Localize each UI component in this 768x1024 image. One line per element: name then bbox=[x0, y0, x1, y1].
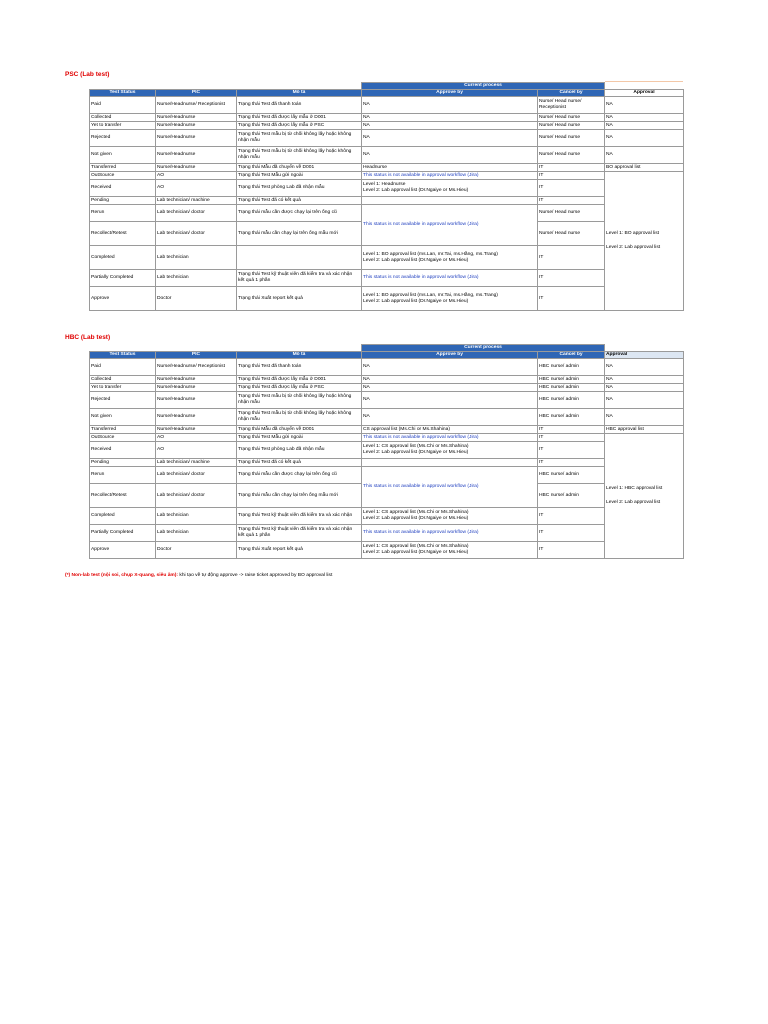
pic-cell: Lab technician bbox=[156, 270, 237, 287]
approve-cell bbox=[362, 459, 538, 467]
cancel-cell: Nurse/ Head nurse bbox=[538, 114, 605, 122]
pic-cell: AO bbox=[156, 180, 237, 197]
col-mo-ta: Mô tả bbox=[237, 90, 362, 97]
approve-cell: CS approval list (Ms.Chi or Ms.Shahina) bbox=[362, 426, 538, 434]
cancel-cell: HBC nurse/ admin bbox=[538, 384, 605, 392]
table-row bbox=[90, 97, 684, 114]
cancel-cell: Nurse/ Head nurse/ Receptionist bbox=[538, 97, 605, 114]
status-cell: Partially Completed bbox=[90, 270, 156, 287]
approve-level-1: Level 1: Headnurse bbox=[363, 182, 406, 188]
cancel-cell: HBC nurse/ admin bbox=[538, 484, 605, 508]
pic-cell: Lab technician/ doctor bbox=[156, 222, 237, 246]
table-row bbox=[90, 114, 684, 122]
desc-cell: Trạng thái Test đã có kết quả bbox=[237, 459, 362, 467]
pic-cell: Lab technician bbox=[156, 525, 237, 542]
pic-cell: Nurse/Headnurse/ Receptionist bbox=[156, 97, 237, 114]
desc-cell: Trạng thái Test Mẫu gửi ngoài bbox=[237, 434, 362, 442]
pic-cell: Lab technician bbox=[156, 246, 237, 270]
cancel-cell: IT bbox=[538, 442, 605, 459]
col-pic: PIC bbox=[156, 352, 237, 359]
desc-cell: Trạng thái mẫu cần chạy lại trên ống mẫu mới bbox=[237, 484, 362, 508]
table-row bbox=[90, 409, 684, 426]
cancel-cell: HBC nurse/ admin bbox=[538, 409, 605, 426]
approval-cell: NA bbox=[605, 384, 684, 392]
table-row bbox=[90, 442, 684, 459]
cancel-cell: IT bbox=[538, 246, 605, 270]
status-cell: Received bbox=[90, 180, 156, 197]
desc-cell: Trạng thái mẫu cần được chạy lại trên ống cũ bbox=[237, 467, 362, 484]
pic-cell: Lab technician bbox=[156, 508, 237, 525]
table-row bbox=[90, 525, 684, 542]
col-approve-by: Approve by bbox=[362, 352, 538, 359]
status-cell: Not given bbox=[90, 147, 156, 164]
table-row bbox=[90, 359, 684, 376]
col-cancel-by: Cancel by bbox=[538, 352, 605, 359]
cancel-cell: IT bbox=[538, 542, 605, 559]
approval-cell: NA bbox=[605, 97, 684, 114]
desc-cell bbox=[237, 246, 362, 270]
approval-merged-cell bbox=[605, 434, 684, 559]
hbc-table-wrapper bbox=[89, 344, 683, 559]
footnote-text: khi tạo về tự động approve -> raise ticket approved by BO approval list bbox=[178, 573, 333, 578]
desc-cell: Trạng thái Test đã được lấy mẫu ở PSC bbox=[237, 122, 362, 130]
approval-level-1: Level 1: BO approval list bbox=[606, 231, 660, 237]
pic-cell: Lab technician/ machine bbox=[156, 197, 237, 205]
desc-cell: Trạng thái Test đã thanh toán bbox=[237, 359, 362, 376]
desc-cell: Trạng thái Test đã được lấy mẫu ở D001 bbox=[237, 376, 362, 384]
cancel-cell: Nurse/ Head nurse bbox=[538, 147, 605, 164]
approve-cell: This status is not available in approval workflow (Jira) bbox=[362, 467, 538, 508]
desc-cell: Trạng thái Test đã thanh toán bbox=[237, 97, 362, 114]
col-approval: Approval bbox=[605, 352, 684, 359]
status-cell: Transferred bbox=[90, 426, 156, 434]
col-approval: Approval bbox=[605, 90, 684, 97]
table-row bbox=[90, 122, 684, 130]
status-cell: Recollect/Retest bbox=[90, 484, 156, 508]
col-approve-by: Approve by bbox=[362, 90, 538, 97]
approve-level-1: Level 1: CS approval list (Ms.Chi or Ms.Shahina) bbox=[363, 444, 469, 450]
desc-cell: Trạng thái Test phòng Lab đã nhận mẫu bbox=[237, 180, 362, 197]
cancel-cell: HBC nurse/ admin bbox=[538, 376, 605, 384]
pic-cell: Doctor bbox=[156, 287, 237, 311]
status-cell: Not given bbox=[90, 409, 156, 426]
status-cell: Rerun bbox=[90, 205, 156, 222]
desc-cell: Trạng thái mẫu cần được chạy lại trên ống cũ bbox=[237, 205, 362, 222]
approval-cell: HBC approval list bbox=[605, 426, 684, 434]
cancel-cell: Nurse/ Head nurse bbox=[538, 205, 605, 222]
table-row bbox=[90, 172, 684, 180]
pic-cell: Doctor bbox=[156, 542, 237, 559]
cancel-cell: IT bbox=[538, 287, 605, 311]
status-cell: Paid bbox=[90, 359, 156, 376]
cancel-cell: IT bbox=[538, 164, 605, 172]
table-row bbox=[90, 246, 684, 270]
approval-cell: NA bbox=[605, 147, 684, 164]
desc-cell: Trạng thái Test đã có kết quả bbox=[237, 197, 362, 205]
hbc-section-title: HBC (Lab test) bbox=[65, 334, 111, 341]
pic-cell: Nurse/Headnurse bbox=[156, 392, 237, 409]
status-cell: OutSource bbox=[90, 172, 156, 180]
table-row bbox=[90, 205, 684, 222]
header-spacer bbox=[90, 83, 362, 90]
status-cell: Partially Completed bbox=[90, 525, 156, 542]
status-cell: Completed bbox=[90, 508, 156, 525]
approve-level-1: Level 1: BO approval list (ms.Lan, mr.Tai, ms.Hằng, ms.Trang) bbox=[363, 251, 498, 257]
approve-level-2: Level 2: Lab approval list (Dr.Ngaiye or Ms.Hieu) bbox=[363, 298, 469, 304]
approve-cell: NA bbox=[362, 409, 538, 426]
footnote bbox=[65, 573, 332, 578]
desc-cell: Trạng thái Xuất report kết quả bbox=[237, 287, 362, 311]
pic-cell: Nurse/Headnurse bbox=[156, 164, 237, 172]
cancel-cell: IT bbox=[538, 180, 605, 197]
status-cell: Rerun bbox=[90, 467, 156, 484]
approve-level-2: Level 2: Lab approval list (Dr.Ngaiye or Ms.Hieu) bbox=[363, 188, 469, 193]
cancel-cell: IT bbox=[538, 270, 605, 287]
approve-level-1: Level 1: CS approval list (Ms.Chi or Ms.Shahina) bbox=[363, 544, 469, 550]
approval-level-2: Level 2: Lab approval list bbox=[606, 500, 661, 505]
pic-cell: AO bbox=[156, 172, 237, 180]
col-test-status: Test Status bbox=[90, 352, 156, 359]
pic-cell: Nurse/Headnurse bbox=[156, 122, 237, 130]
pic-cell: Lab technician/ doctor bbox=[156, 467, 237, 484]
approve-cell bbox=[362, 508, 538, 525]
table-row bbox=[90, 392, 684, 409]
col-cancel-by: Cancel by bbox=[538, 90, 605, 97]
approval-cell: BO approval list bbox=[605, 164, 684, 172]
table-row bbox=[90, 180, 684, 197]
status-cell: Pending bbox=[90, 459, 156, 467]
status-cell: Transferred bbox=[90, 164, 156, 172]
pic-cell: AO bbox=[156, 442, 237, 459]
table-row bbox=[90, 376, 684, 384]
desc-cell: Trạng thái Test kỹ thuật viên đã kiểm tra và xác nhận bbox=[237, 508, 362, 525]
approve-level-2: Level 2: Lab approval list (Dr.Ngaiye or Ms.Hieu) bbox=[363, 550, 469, 555]
approve-level-1: Level 1: BO approval list (ms.Lan, mr.Tai, ms.Hằng, ms.Trang) bbox=[363, 292, 498, 298]
approve-cell: This status is not available in approval workflow (Jira) bbox=[362, 270, 538, 287]
pic-cell: AO bbox=[156, 434, 237, 442]
table-row bbox=[90, 197, 684, 205]
cancel-cell: IT bbox=[538, 508, 605, 525]
current-process-header: Current process bbox=[362, 83, 605, 90]
cancel-cell: IT bbox=[538, 459, 605, 467]
pic-cell: Nurse/Headnurse bbox=[156, 409, 237, 426]
footnote-highlight: (*) Non-lab test (nội soi, chụp X-quang, siêu âm): bbox=[65, 573, 179, 578]
approval-merged-cell bbox=[605, 172, 684, 311]
table-row bbox=[90, 508, 684, 525]
desc-cell: Trạng thái Test phòng Lab đã nhận mẫu bbox=[237, 442, 362, 459]
approve-level-2: Level 2: Lab approval list (Dr.Ngaiye or Ms.Hieu) bbox=[363, 257, 469, 263]
approve-cell: NA bbox=[362, 359, 538, 376]
status-cell: Yet to transfer bbox=[90, 384, 156, 392]
status-cell: Yet to transfer bbox=[90, 122, 156, 130]
cancel-cell: HBC nurse/ admin bbox=[538, 359, 605, 376]
approve-cell bbox=[362, 287, 538, 311]
header-spacer bbox=[605, 345, 684, 352]
desc-cell: Trạng thái Test mẫu bị từ chối không lấy hoặc không nhận mẫu bbox=[237, 409, 362, 426]
psc-table-wrapper bbox=[89, 82, 683, 311]
col-pic: PIC bbox=[156, 90, 237, 97]
cancel-cell: Nurse/ Head nurse bbox=[538, 130, 605, 147]
approve-cell: NA bbox=[362, 122, 538, 130]
status-cell: Pending bbox=[90, 197, 156, 205]
status-cell: Approve bbox=[90, 287, 156, 311]
current-process-header: Current process bbox=[362, 345, 605, 352]
approve-cell: This status is not available in approval workflow (Jira) bbox=[362, 434, 538, 442]
desc-cell: Trạng thái Test kỹ thuật viên đã kiểm tra và xác nhận kết quả 1 phần bbox=[237, 525, 362, 542]
table-row bbox=[90, 426, 684, 434]
approve-cell: NA bbox=[362, 376, 538, 384]
cancel-cell: HBC nurse/ admin bbox=[538, 467, 605, 484]
desc-cell: Trạng thái Test đã được lấy mẫu ở PSC bbox=[237, 384, 362, 392]
cancel-cell: IT bbox=[538, 197, 605, 205]
table-row bbox=[90, 164, 684, 172]
approval-cell: NA bbox=[605, 130, 684, 147]
header-spacer bbox=[605, 83, 684, 90]
desc-cell: Trạng thái Mẫu đã chuyển về D001 bbox=[237, 426, 362, 434]
status-cell: Completed bbox=[90, 246, 156, 270]
table-row bbox=[90, 384, 684, 392]
desc-cell: Trạng thái Test mẫu bị từ chối không lấy hoặc không nhận mẫu bbox=[237, 147, 362, 164]
approve-cell: NA bbox=[362, 114, 538, 122]
status-cell: OutSource bbox=[90, 434, 156, 442]
status-cell: Received bbox=[90, 442, 156, 459]
col-test-status: Test Status bbox=[90, 90, 156, 97]
table-row bbox=[90, 147, 684, 164]
desc-cell: Trạng thái Test mẫu bị từ chối không lấy hoặc không nhận mẫu bbox=[237, 130, 362, 147]
approval-cell: NA bbox=[605, 114, 684, 122]
status-cell: Paid bbox=[90, 97, 156, 114]
pic-cell: Nurse/Headnurse bbox=[156, 147, 237, 164]
approve-level-2: Level 2: Lab approval list (Dr.Ngaiye or Ms.Hieu) bbox=[363, 450, 469, 455]
approve-cell bbox=[362, 542, 538, 559]
approval-level-1: Level 1: HBC approval list bbox=[606, 486, 663, 492]
approve-cell bbox=[362, 197, 538, 205]
table-row bbox=[90, 130, 684, 147]
col-mo-ta: Mô tả bbox=[237, 352, 362, 359]
psc-section-title: PSC (Lab test) bbox=[65, 71, 110, 78]
approve-cell: NA bbox=[362, 392, 538, 409]
pic-cell: Nurse/Headnurse/ Receptionist bbox=[156, 359, 237, 376]
cancel-cell: Nurse/ Head nurse bbox=[538, 222, 605, 246]
table-row bbox=[90, 287, 684, 311]
approve-cell: This status is not available in approval workflow (Jira) bbox=[362, 205, 538, 246]
psc-table bbox=[89, 82, 684, 311]
approve-cell: Headnurse bbox=[362, 164, 538, 172]
approve-cell: NA bbox=[362, 130, 538, 147]
desc-cell: Trạng thái Mẫu đã chuyển về D001 bbox=[237, 164, 362, 172]
pic-cell: Lab technician/ doctor bbox=[156, 484, 237, 508]
status-cell: Approve bbox=[90, 542, 156, 559]
pic-cell: Lab technician/ doctor bbox=[156, 205, 237, 222]
status-cell: Collected bbox=[90, 114, 156, 122]
table-row bbox=[90, 270, 684, 287]
desc-cell: Trạng thái Xuất report kết quả bbox=[237, 542, 362, 559]
table-row bbox=[90, 459, 684, 467]
approve-cell: NA bbox=[362, 147, 538, 164]
table-row bbox=[90, 434, 684, 442]
cancel-cell: IT bbox=[538, 525, 605, 542]
approval-cell: NA bbox=[605, 359, 684, 376]
desc-cell: Trạng thái Test mẫu bị từ chối không lấy hoặc không nhận mẫu bbox=[237, 392, 362, 409]
table-row bbox=[90, 542, 684, 559]
cancel-cell: HBC nurse/ admin bbox=[538, 392, 605, 409]
header-spacer bbox=[90, 345, 362, 352]
status-cell: Rejected bbox=[90, 130, 156, 147]
approve-cell: This status is not available in approval workflow (Jira) bbox=[362, 172, 538, 180]
approval-cell: NA bbox=[605, 409, 684, 426]
desc-cell: Trạng thái mẫu cần chạy lại trên ống mẫu mới bbox=[237, 222, 362, 246]
pic-cell: Nurse/Headnurse bbox=[156, 114, 237, 122]
status-cell: Recollect/Retest bbox=[90, 222, 156, 246]
approve-level-1: Level 1: CS approval list (Ms.Chi or Ms.Shahina) bbox=[363, 510, 469, 516]
status-cell: Collected bbox=[90, 376, 156, 384]
pic-cell: Nurse/Headnurse bbox=[156, 376, 237, 384]
cancel-cell: IT bbox=[538, 172, 605, 180]
approve-cell bbox=[362, 180, 538, 197]
approval-cell: NA bbox=[605, 376, 684, 384]
approve-level-2: Level 2: Lab approval list (Dr.Ngaiye or Ms.Hieu) bbox=[363, 516, 469, 521]
approval-cell: NA bbox=[605, 392, 684, 409]
cancel-cell: IT bbox=[538, 434, 605, 442]
approve-cell bbox=[362, 442, 538, 459]
cancel-cell: IT bbox=[538, 426, 605, 434]
approve-cell: NA bbox=[362, 97, 538, 114]
status-cell: Rejected bbox=[90, 392, 156, 409]
approve-cell bbox=[362, 246, 538, 270]
hbc-table bbox=[89, 344, 684, 559]
approve-cell: NA bbox=[362, 384, 538, 392]
desc-cell: Trạng thái Test kỹ thuật viên đã kiểm tra và xác nhận kết quả 1 phần bbox=[237, 270, 362, 287]
pic-cell: Nurse/Headnurse bbox=[156, 130, 237, 147]
desc-cell: Trạng thái Test Mẫu gửi ngoài bbox=[237, 172, 362, 180]
approval-level-2: Level 2: Lab approval list bbox=[606, 245, 661, 250]
table-row bbox=[90, 467, 684, 484]
desc-cell: Trạng thái Test đã được lấy mẫu ở D001 bbox=[237, 114, 362, 122]
pic-cell: Nurse/Headnurse bbox=[156, 426, 237, 434]
pic-cell: Lab technician/ machine bbox=[156, 459, 237, 467]
approval-cell: NA bbox=[605, 122, 684, 130]
pic-cell: Nurse/Headnurse bbox=[156, 384, 237, 392]
cancel-cell: Nurse/ Head nurse bbox=[538, 122, 605, 130]
approve-cell: This status is not available in approval workflow (Jira) bbox=[362, 525, 538, 542]
